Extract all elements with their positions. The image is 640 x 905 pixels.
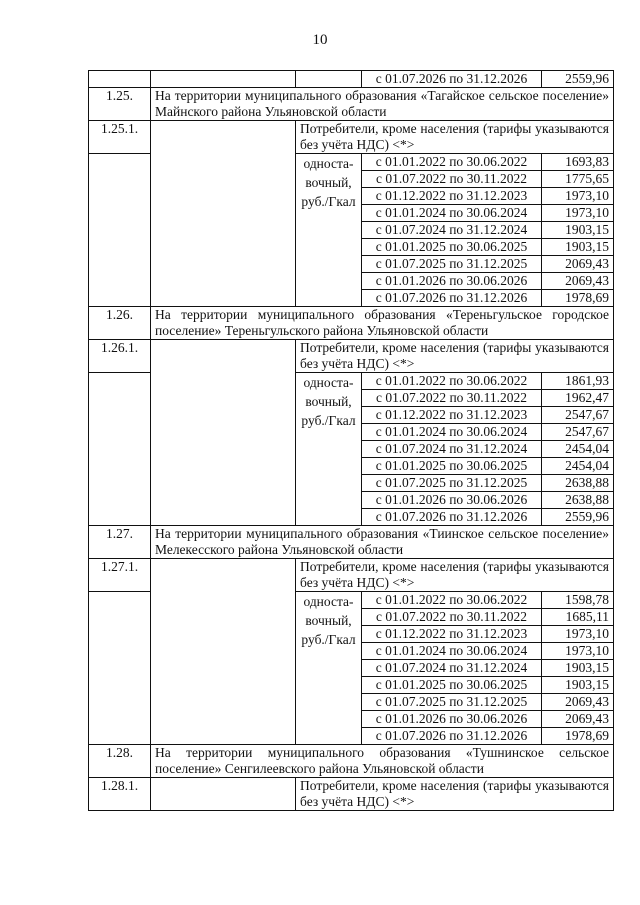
price-cell: 1973,10 [542,205,614,222]
period-cell: с 01.01.2025 по 30.06.2025 [362,677,542,694]
period-cell: с 01.01.2022 по 30.06.2022 [362,154,542,171]
price-cell: 1903,15 [542,660,614,677]
price-cell: 1685,11 [542,609,614,626]
period-cell: с 01.07.2026 по 31.12.2026 [362,509,542,526]
period-cell: с 01.07.2025 по 31.12.2025 [362,694,542,711]
period-cell: с 01.07.2026 по 31.12.2026 [362,290,542,307]
consumer-row [89,340,614,373]
price-cell: 2638,88 [542,492,614,509]
blank-cell [89,592,151,745]
consumers-description: Потребители, кроме населения (тарифы указываются без учёта НДС) <*> [296,778,614,811]
blank-cell [151,778,296,811]
price-cell: 2638,88 [542,475,614,492]
price-cell: 1693,83 [542,154,614,171]
section-header-row [89,745,614,778]
consumer-row [89,121,614,154]
period-cell: с 01.07.2024 по 31.12.2024 [362,222,542,239]
price-cell: 1973,10 [542,643,614,660]
blank-cell [89,154,151,307]
section-header-row [89,307,614,340]
period-cell: с 01.01.2025 по 30.06.2025 [362,458,542,475]
territory-title: На территории муниципального образования «Тушнинское сельское поселение» Сенгилеевского района Ульяновской области [151,745,614,778]
consumers-description: Потребители, кроме населения (тарифы указываются без учёта НДС) <*> [296,121,614,154]
period-cell: с 01.07.2025 по 31.12.2025 [362,256,542,273]
table-row [89,71,614,88]
price-cell: 2547,67 [542,407,614,424]
price-cell: 1973,10 [542,188,614,205]
price-cell: 1861,93 [542,373,614,390]
subsection-number: 1.28.1. [89,778,151,811]
blank-cell [89,71,151,88]
subsection-number: 1.27.1. [89,559,151,592]
price-cell: 1978,69 [542,290,614,307]
subsection-number: 1.26.1. [89,340,151,373]
period-cell: с 01.07.2026 по 31.12.2026 [362,71,542,88]
consumer-row [89,559,614,592]
price-cell: 2547,67 [542,424,614,441]
blank-cell [151,71,296,88]
tariff-table [88,70,614,811]
period-cell: с 01.01.2024 по 30.06.2024 [362,424,542,441]
price-cell: 2454,04 [542,458,614,475]
territory-title: На территории муниципального образования «Тереньгульское городское поселение» Тереньгульского района Ульяновской области [151,307,614,340]
price-cell: 1598,78 [542,592,614,609]
period-cell: с 01.07.2022 по 30.11.2022 [362,609,542,626]
price-cell: 2454,04 [542,441,614,458]
price-cell: 1973,10 [542,626,614,643]
blank-cell [296,71,362,88]
subsection-number: 1.25.1. [89,121,151,154]
period-cell: с 01.01.2026 по 30.06.2026 [362,711,542,728]
section-header-row [89,526,614,559]
period-cell: с 01.12.2022 по 31.12.2023 [362,407,542,424]
period-cell: с 01.01.2022 по 30.06.2022 [362,592,542,609]
period-cell: с 01.01.2024 по 30.06.2024 [362,643,542,660]
period-cell: с 01.01.2025 по 30.06.2025 [362,239,542,256]
consumer-row [89,778,614,811]
unit-cell: односта-вочный, руб./Гкал [296,154,362,307]
consumers-description: Потребители, кроме населения (тарифы указываются без учёта НДС) <*> [296,340,614,373]
section-number: 1.26. [89,307,151,340]
price-cell: 2559,96 [542,71,614,88]
period-cell: с 01.01.2026 по 30.06.2026 [362,273,542,290]
consumers-description: Потребители, кроме населения (тарифы указываются без учёта НДС) <*> [296,559,614,592]
price-cell: 1978,69 [542,728,614,745]
blank-cell [89,373,151,526]
blank-cell [151,559,296,745]
unit-cell: односта-вочный, руб./Гкал [296,592,362,745]
price-cell: 2069,43 [542,273,614,290]
period-cell: с 01.01.2022 по 30.06.2022 [362,373,542,390]
period-cell: с 01.07.2025 по 31.12.2025 [362,475,542,492]
period-cell: с 01.12.2022 по 31.12.2023 [362,626,542,643]
section-number: 1.27. [89,526,151,559]
period-cell: с 01.07.2024 по 31.12.2024 [362,441,542,458]
price-cell: 1775,65 [542,171,614,188]
section-header-row [89,88,614,121]
period-cell: с 01.07.2026 по 31.12.2026 [362,728,542,745]
price-cell: 1903,15 [542,239,614,256]
section-number: 1.28. [89,745,151,778]
period-cell: с 01.01.2024 по 30.06.2024 [362,205,542,222]
period-cell: с 01.07.2024 по 31.12.2024 [362,660,542,677]
section-number: 1.25. [89,88,151,121]
price-cell: 1903,15 [542,677,614,694]
period-cell: с 01.12.2022 по 31.12.2023 [362,188,542,205]
page-number: 10 [312,32,328,48]
period-cell: с 01.01.2026 по 30.06.2026 [362,492,542,509]
territory-title: На территории муниципального образования «Тагайское сельское поселение» Майнского района Ульяновской области [151,88,614,121]
blank-cell [151,121,296,307]
price-cell: 2069,43 [542,711,614,728]
blank-cell [151,340,296,526]
price-cell: 1903,15 [542,222,614,239]
price-cell: 1962,47 [542,390,614,407]
price-cell: 2069,43 [542,694,614,711]
territory-title: На территории муниципального образования «Тиинское сельское поселение» Мелекесского района Ульяновской области [151,526,614,559]
price-cell: 2069,43 [542,256,614,273]
price-cell: 2559,96 [542,509,614,526]
unit-cell: односта-вочный, руб./Гкал [296,373,362,526]
period-cell: с 01.07.2022 по 30.11.2022 [362,390,542,407]
period-cell: с 01.07.2022 по 30.11.2022 [362,171,542,188]
